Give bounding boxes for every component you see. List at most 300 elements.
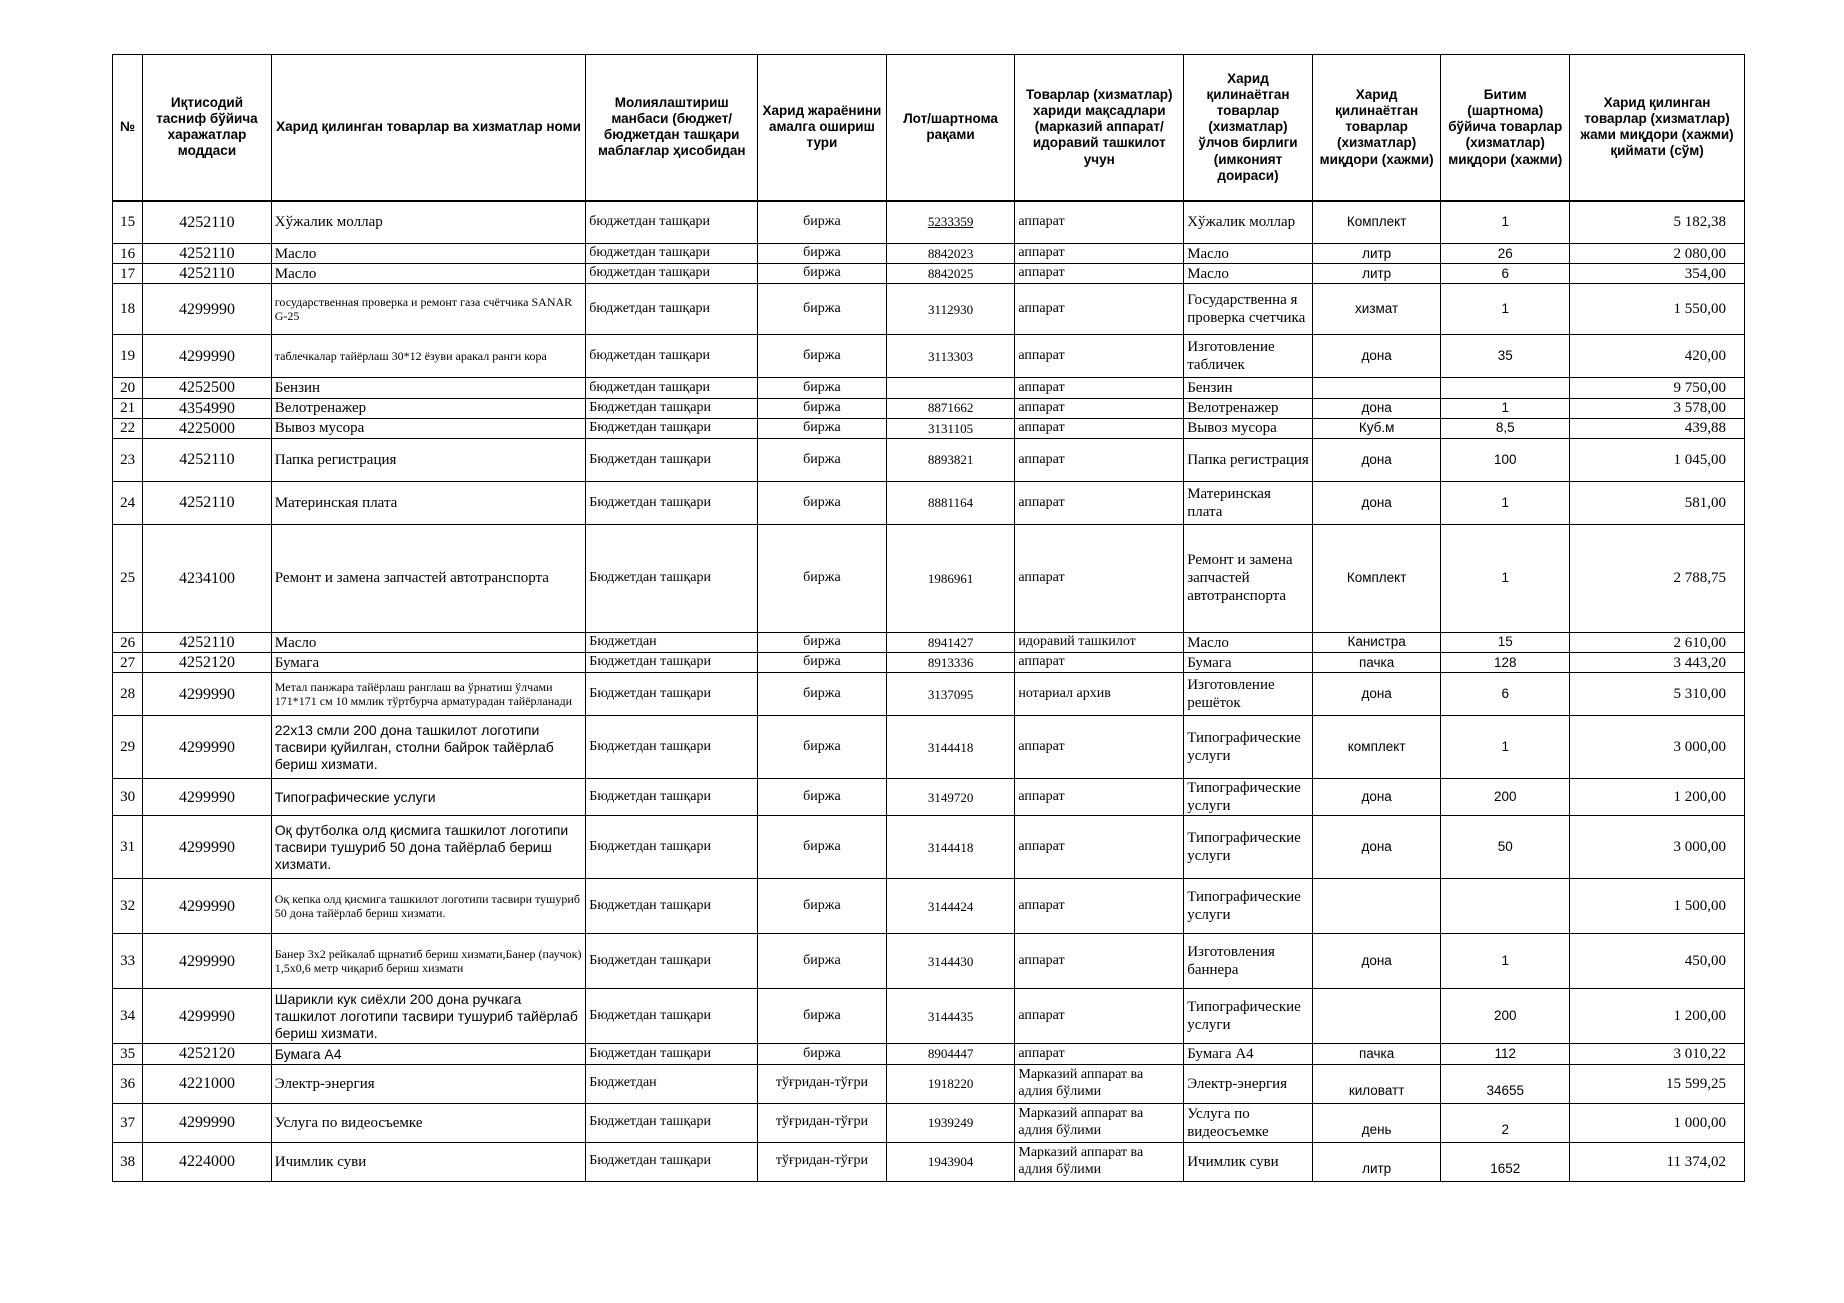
item-name: Бензин xyxy=(271,378,586,398)
purchase-method: биржа xyxy=(758,716,887,779)
measure-description: Масло xyxy=(1184,264,1313,284)
unit-cell: литр xyxy=(1312,244,1441,264)
funding-source: бюджетдан ташқари xyxy=(586,284,758,335)
purchase-purpose: аппарат xyxy=(1015,398,1184,418)
quantity-cell: 6 xyxy=(1441,673,1570,716)
purchase-method: биржа xyxy=(758,816,887,879)
funding-source: Бюджетдан ташқари xyxy=(586,1044,758,1064)
row-number: 34 xyxy=(113,989,143,1044)
row-number: 27 xyxy=(113,653,143,673)
item-name: Папка регистрация xyxy=(271,438,586,481)
measure-description: Ремонт и замена запчастей автотранспорта xyxy=(1184,524,1313,632)
header-good: Харид қилинаётган товарлар (хизматлар) ўлчов бирлиги (имконият доираси) xyxy=(1184,55,1313,201)
measure-description: Бумага xyxy=(1184,653,1313,673)
quantity-cell: 200 xyxy=(1441,989,1570,1044)
item-name: Хўжалик моллар xyxy=(271,201,586,244)
lot-number: 1986961 xyxy=(886,524,1015,632)
lot-number: 8871662 xyxy=(886,398,1015,418)
purchase-method: биржа xyxy=(758,481,887,524)
total-amount: 15 599,25 xyxy=(1570,1064,1745,1103)
purchase-method: биржа xyxy=(758,244,887,264)
header-code: Иқтисодий тасниф бўйича харажатлар моддаси xyxy=(143,55,272,201)
purchase-method: биржа xyxy=(758,201,887,244)
item-name: Бумага А4 xyxy=(271,1044,586,1064)
measure-description: Ичимлик суви xyxy=(1184,1142,1313,1181)
row-number: 15 xyxy=(113,201,143,244)
purchase-method: биржа xyxy=(758,418,887,438)
unit-cell: дона xyxy=(1312,438,1441,481)
purchase-method: тўғридан-тўғри xyxy=(758,1064,887,1103)
funding-source: Бюджетдан ташқари xyxy=(586,481,758,524)
procurement-table xyxy=(112,54,1745,1182)
funding-source: бюджетдан ташқари xyxy=(586,264,758,284)
total-amount: 354,00 xyxy=(1570,264,1745,284)
lot-number: 8941427 xyxy=(886,632,1015,652)
purchase-purpose: аппарат xyxy=(1015,934,1184,989)
unit-cell: комплект xyxy=(1312,716,1441,779)
measure-description: Бумага А4 xyxy=(1184,1044,1313,1064)
unit-cell: литр xyxy=(1312,264,1441,284)
total-amount: 5 310,00 xyxy=(1570,673,1745,716)
quantity-cell xyxy=(1441,378,1570,398)
row-number: 25 xyxy=(113,524,143,632)
table-row xyxy=(113,816,1745,879)
quantity-cell: 26 xyxy=(1441,244,1570,264)
measure-description: Электр-энергия xyxy=(1184,1064,1313,1103)
funding-source: Бюджетдан ташқари xyxy=(586,1103,758,1142)
item-name: Оқ кепка олд қисмига ташкилот логотипи тасвири тушуриб 50 дона тайёрлаб бериш хизмати. xyxy=(271,879,586,934)
header-method: Харид жараёнини амалга ошириш тури xyxy=(758,55,887,201)
row-number: 20 xyxy=(113,378,143,398)
funding-source: Бюджетдан ташқари xyxy=(586,653,758,673)
measure-description: Типографические услуги xyxy=(1184,779,1313,816)
total-amount: 2 610,00 xyxy=(1570,632,1745,652)
item-name: Типографические услуги xyxy=(271,779,586,816)
quantity-cell: 2 xyxy=(1441,1103,1570,1142)
funding-source: Бюджетдан ташқари xyxy=(586,816,758,879)
expense-code: 4252110 xyxy=(143,264,272,284)
purchase-purpose: Марказий аппарат ва адлия бўлими xyxy=(1015,1064,1184,1103)
purchase-purpose: аппарат xyxy=(1015,201,1184,244)
lot-number: 3113303 xyxy=(886,335,1015,378)
unit-cell: дона xyxy=(1312,934,1441,989)
table-row xyxy=(113,481,1745,524)
total-amount: 3 000,00 xyxy=(1570,816,1745,879)
unit-cell: пачка xyxy=(1312,653,1441,673)
measure-description: Вывоз мусора xyxy=(1184,418,1313,438)
purchase-purpose: нотариал архив xyxy=(1015,673,1184,716)
item-name: Бумага xyxy=(271,653,586,673)
item-name: Электр-энергия xyxy=(271,1064,586,1103)
lot-number: 3144418 xyxy=(886,816,1015,879)
row-number: 28 xyxy=(113,673,143,716)
purchase-purpose: аппарат xyxy=(1015,438,1184,481)
quantity-cell xyxy=(1441,879,1570,934)
table-row xyxy=(113,673,1745,716)
purchase-purpose: аппарат xyxy=(1015,244,1184,264)
purchase-method: тўғридан-тўғри xyxy=(758,1142,887,1181)
lot-number: 3144430 xyxy=(886,934,1015,989)
item-name: Оқ футболка олд қисмига ташкилот логотипи тасвири тушуриб 50 дона тайёрлаб бериш хизмати. xyxy=(271,816,586,879)
measure-description: Материнская плата xyxy=(1184,481,1313,524)
quantity-cell: 50 xyxy=(1441,816,1570,879)
expense-code: 4234100 xyxy=(143,524,272,632)
funding-source: Бюджетдан ташқари xyxy=(586,879,758,934)
table-row xyxy=(113,398,1745,418)
funding-source: бюджетдан ташқари xyxy=(586,244,758,264)
item-name: таблечкалар тайёрлаш 30*12 ёзуви аракал ранги кора xyxy=(271,335,586,378)
expense-code: 4252110 xyxy=(143,201,272,244)
quantity-cell: 200 xyxy=(1441,779,1570,816)
purchase-purpose: идоравий ташкилот xyxy=(1015,632,1184,652)
purchase-method: биржа xyxy=(758,335,887,378)
measure-description: Услуга по видеосъемке xyxy=(1184,1103,1313,1142)
row-number: 17 xyxy=(113,264,143,284)
lot-number: 8842025 xyxy=(886,264,1015,284)
item-name: Вывоз мусора xyxy=(271,418,586,438)
lot-number: 1918220 xyxy=(886,1064,1015,1103)
header-qty: Битим (шартнома) бўйича товарлар (хизматлар) миқдори (хажми) xyxy=(1441,55,1570,201)
row-number: 29 xyxy=(113,716,143,779)
unit-cell: киловатт xyxy=(1312,1064,1441,1103)
measure-description: Бензин xyxy=(1184,378,1313,398)
lot-number: 3131105 xyxy=(886,418,1015,438)
funding-source: Бюджетдан ташқари xyxy=(586,716,758,779)
unit-cell: хизмат xyxy=(1312,284,1441,335)
item-name: Велотренажер xyxy=(271,398,586,418)
funding-source: Бюджетдан ташқари xyxy=(586,779,758,816)
row-number: 37 xyxy=(113,1103,143,1142)
lot-number: 3144435 xyxy=(886,989,1015,1044)
expense-code: 4252500 xyxy=(143,378,272,398)
lot-number: 8893821 xyxy=(886,438,1015,481)
lot-number: 3149720 xyxy=(886,779,1015,816)
measure-description: Изготовление табличек xyxy=(1184,335,1313,378)
purchase-method: биржа xyxy=(758,653,887,673)
purchase-method: биржа xyxy=(758,524,887,632)
item-name: Ремонт и замена запчастей автотранспорта xyxy=(271,524,586,632)
purchase-purpose: аппарат xyxy=(1015,1044,1184,1064)
unit-cell: дона xyxy=(1312,481,1441,524)
expense-code: 4299990 xyxy=(143,1103,272,1142)
total-amount: 3 578,00 xyxy=(1570,398,1745,418)
lot-number: 3137095 xyxy=(886,673,1015,716)
measure-description: Папка регистрация xyxy=(1184,438,1313,481)
purchase-method: биржа xyxy=(758,1044,887,1064)
expense-code: 4252110 xyxy=(143,481,272,524)
table-row xyxy=(113,989,1745,1044)
unit-cell: дона xyxy=(1312,398,1441,418)
table-body xyxy=(113,201,1745,1182)
purchase-purpose: аппарат xyxy=(1015,816,1184,879)
expense-code: 4299990 xyxy=(143,879,272,934)
total-amount: 450,00 xyxy=(1570,934,1745,989)
expense-code: 4252120 xyxy=(143,653,272,673)
funding-source: Бюджетдан ташқари xyxy=(586,1142,758,1181)
header-purpose: Товарлар (хизматлар) хариди мақсадлари (марказий аппарат/идоравий ташкилот учун xyxy=(1015,55,1184,201)
unit-cell: день xyxy=(1312,1103,1441,1142)
row-number: 22 xyxy=(113,418,143,438)
lot-number: 1939249 xyxy=(886,1103,1015,1142)
quantity-cell: 1 xyxy=(1441,716,1570,779)
unit-cell: Канистра xyxy=(1312,632,1441,652)
quantity-cell: 128 xyxy=(1441,653,1570,673)
row-number: 23 xyxy=(113,438,143,481)
table-row xyxy=(113,653,1745,673)
table-row xyxy=(113,632,1745,652)
funding-source: бюджетдан ташқари xyxy=(586,201,758,244)
header-lot: Лот/шартнома рақами xyxy=(886,55,1015,201)
total-amount: 2 788,75 xyxy=(1570,524,1745,632)
row-number: 19 xyxy=(113,335,143,378)
measure-description: Изготовления баннера xyxy=(1184,934,1313,989)
purchase-method: биржа xyxy=(758,438,887,481)
row-number: 36 xyxy=(113,1064,143,1103)
unit-cell: дона xyxy=(1312,335,1441,378)
funding-source: Бюджетдан xyxy=(586,1064,758,1103)
lot-number: 1943904 xyxy=(886,1142,1015,1181)
purchase-purpose: аппарат xyxy=(1015,716,1184,779)
table-row xyxy=(113,1103,1745,1142)
item-name: Масло xyxy=(271,632,586,652)
funding-source: Бюджетдан ташқари xyxy=(586,438,758,481)
measure-description: Масло xyxy=(1184,244,1313,264)
lot-number: 3144418 xyxy=(886,716,1015,779)
expense-code: 4252110 xyxy=(143,438,272,481)
table-row xyxy=(113,716,1745,779)
quantity-cell: 1 xyxy=(1441,481,1570,524)
total-amount: 1 045,00 xyxy=(1570,438,1745,481)
table-row xyxy=(113,1044,1745,1064)
total-amount: 420,00 xyxy=(1570,335,1745,378)
quantity-cell: 1 xyxy=(1441,398,1570,418)
purchase-purpose: аппарат xyxy=(1015,335,1184,378)
purchase-purpose: аппарат xyxy=(1015,653,1184,673)
expense-code: 4299990 xyxy=(143,284,272,335)
table-row xyxy=(113,201,1745,244)
lot-number: 3144424 xyxy=(886,879,1015,934)
expense-code: 4299990 xyxy=(143,816,272,879)
row-number: 16 xyxy=(113,244,143,264)
purchase-purpose: аппарат xyxy=(1015,524,1184,632)
table-row xyxy=(113,1142,1745,1181)
table-row xyxy=(113,934,1745,989)
total-amount: 5 182,38 xyxy=(1570,201,1745,244)
table-row xyxy=(113,1064,1745,1103)
table-row xyxy=(113,438,1745,481)
expense-code: 4299990 xyxy=(143,989,272,1044)
unit-cell: Куб.м xyxy=(1312,418,1441,438)
item-name: 22x13 смли 200 дона ташкилот логотипи тасвири қуйилган, столни байрок тайёрлаб бериш хизмати. xyxy=(271,716,586,779)
table-row xyxy=(113,779,1745,816)
expense-code: 4299990 xyxy=(143,779,272,816)
total-amount: 3 000,00 xyxy=(1570,716,1745,779)
expense-code: 4225000 xyxy=(143,418,272,438)
lot-number: 3112930 xyxy=(886,284,1015,335)
table-row xyxy=(113,524,1745,632)
item-name: Материнская плата xyxy=(271,481,586,524)
measure-description: Хўжалик моллар xyxy=(1184,201,1313,244)
header-name: Харид қилинган товарлар ва хизматлар номи xyxy=(271,55,586,201)
total-amount: 3 010,22 xyxy=(1570,1044,1745,1064)
quantity-cell: 34655 xyxy=(1441,1064,1570,1103)
quantity-cell: 1 xyxy=(1441,284,1570,335)
item-name: Масло xyxy=(271,264,586,284)
lot-number: 8881164 xyxy=(886,481,1015,524)
lot-number xyxy=(886,378,1015,398)
expense-code: 4354990 xyxy=(143,398,272,418)
item-name: Ичимлик суви xyxy=(271,1142,586,1181)
purchase-purpose: аппарат xyxy=(1015,378,1184,398)
row-number: 38 xyxy=(113,1142,143,1181)
purchase-purpose: Марказий аппарат ва адлия бўлими xyxy=(1015,1103,1184,1142)
lot-number: 8842023 xyxy=(886,244,1015,264)
quantity-cell: 1652 xyxy=(1441,1142,1570,1181)
row-number: 35 xyxy=(113,1044,143,1064)
expense-code: 4299990 xyxy=(143,934,272,989)
measure-description: Изготовление решёток xyxy=(1184,673,1313,716)
purchase-method: биржа xyxy=(758,879,887,934)
table-row xyxy=(113,335,1745,378)
row-number: 33 xyxy=(113,934,143,989)
purchase-purpose: аппарат xyxy=(1015,989,1184,1044)
item-name: Масло xyxy=(271,244,586,264)
unit-cell: Комплект xyxy=(1312,201,1441,244)
unit-cell xyxy=(1312,879,1441,934)
row-number: 32 xyxy=(113,879,143,934)
purchase-purpose: аппарат xyxy=(1015,879,1184,934)
funding-source: бюджетдан ташқари xyxy=(586,335,758,378)
expense-code: 4252110 xyxy=(143,632,272,652)
total-amount: 439,88 xyxy=(1570,418,1745,438)
quantity-cell: 35 xyxy=(1441,335,1570,378)
purchase-method: биржа xyxy=(758,398,887,418)
total-amount: 1 500,00 xyxy=(1570,879,1745,934)
measure-description: Велотренажер xyxy=(1184,398,1313,418)
row-number: 30 xyxy=(113,779,143,816)
item-name: Метал панжара тайёрлаш ранглаш ва ўрнатиш ўлчами 171*171 см 10 ммлик тўртбурча арматурадан тайёрланади xyxy=(271,673,586,716)
quantity-cell: 1 xyxy=(1441,934,1570,989)
purchase-purpose: аппарат xyxy=(1015,481,1184,524)
funding-source: Бюджетдан ташқари xyxy=(586,524,758,632)
measure-description: Типографические услуги xyxy=(1184,989,1313,1044)
unit-cell xyxy=(1312,989,1441,1044)
total-amount: 1 000,00 xyxy=(1570,1103,1745,1142)
expense-code: 4299990 xyxy=(143,716,272,779)
purchase-method: биржа xyxy=(758,779,887,816)
table-row xyxy=(113,284,1745,335)
quantity-cell: 1 xyxy=(1441,201,1570,244)
header-total: Харид қилинган товарлар (хизматлар) жами миқдори (хажми) қиймати (сўм) xyxy=(1570,55,1745,201)
row-number: 31 xyxy=(113,816,143,879)
unit-cell: Комплект xyxy=(1312,524,1441,632)
measure-description: Типографические услуги xyxy=(1184,879,1313,934)
total-amount: 1 200,00 xyxy=(1570,779,1745,816)
header-unit: Харид қилинаётган товарлар (хизматлар) миқдори (хажми) xyxy=(1312,55,1441,201)
unit-cell: дона xyxy=(1312,673,1441,716)
measure-description: Масло xyxy=(1184,632,1313,652)
lot-number: 8904447 xyxy=(886,1044,1015,1064)
unit-cell: пачка xyxy=(1312,1044,1441,1064)
total-amount: 11 374,02 xyxy=(1570,1142,1745,1181)
row-number: 24 xyxy=(113,481,143,524)
header-fund: Молиялаштириш манбаси (бюджет/бюджетдан ташқари маблағлар ҳисобидан xyxy=(586,55,758,201)
measure-description: Типографические услуги xyxy=(1184,816,1313,879)
purchase-method: биржа xyxy=(758,989,887,1044)
quantity-cell: 1 xyxy=(1441,524,1570,632)
table-row xyxy=(113,264,1745,284)
row-number: 26 xyxy=(113,632,143,652)
table-row xyxy=(113,418,1745,438)
purchase-method: биржа xyxy=(758,934,887,989)
funding-source: Бюджетдан ташқари xyxy=(586,989,758,1044)
quantity-cell: 112 xyxy=(1441,1044,1570,1064)
row-number: 21 xyxy=(113,398,143,418)
purchase-method: биржа xyxy=(758,264,887,284)
header-num: № xyxy=(113,55,143,201)
purchase-method: биржа xyxy=(758,378,887,398)
table-header xyxy=(113,55,1745,201)
unit-cell: дона xyxy=(1312,779,1441,816)
quantity-cell: 100 xyxy=(1441,438,1570,481)
table-row xyxy=(113,244,1745,264)
measure-description: Типографические услуги xyxy=(1184,716,1313,779)
funding-source: Бюджетдан ташқари xyxy=(586,418,758,438)
purchase-method: биржа xyxy=(758,632,887,652)
quantity-cell: 6 xyxy=(1441,264,1570,284)
expense-code: 4224000 xyxy=(143,1142,272,1181)
unit-cell: литр xyxy=(1312,1142,1441,1181)
purchase-purpose: аппарат xyxy=(1015,284,1184,335)
purchase-purpose: аппарат xyxy=(1015,264,1184,284)
table-row xyxy=(113,879,1745,934)
expense-code: 4299990 xyxy=(143,335,272,378)
item-name: государственная проверка и ремонт газа счётчика SANAR G-25 xyxy=(271,284,586,335)
total-amount: 2 080,00 xyxy=(1570,244,1745,264)
purchase-method: тўғридан-тўғри xyxy=(758,1103,887,1142)
table-row xyxy=(113,378,1745,398)
quantity-cell: 8,5 xyxy=(1441,418,1570,438)
expense-code: 4252110 xyxy=(143,244,272,264)
funding-source: Бюджетдан ташқари xyxy=(586,934,758,989)
expense-code: 4299990 xyxy=(143,673,272,716)
total-amount: 3 443,20 xyxy=(1570,653,1745,673)
item-name: Банер 3x2 рейкалаб щрнатиб бериш хизмати,Банер (паучок) 1,5x0,6 метр чиқариб бериш хизмати xyxy=(271,934,586,989)
funding-source: бюджетдан ташқари xyxy=(586,378,758,398)
total-amount: 581,00 xyxy=(1570,481,1745,524)
lot-number: 5233359 xyxy=(886,201,1015,244)
purchase-method: биржа xyxy=(758,284,887,335)
funding-source: Бюджетдан ташқари xyxy=(586,398,758,418)
row-number: 18 xyxy=(113,284,143,335)
purchase-method: биржа xyxy=(758,673,887,716)
purchase-purpose: аппарат xyxy=(1015,779,1184,816)
lot-number: 8913336 xyxy=(886,653,1015,673)
measure-description: Государственна я проверка счетчика xyxy=(1184,284,1313,335)
unit-cell: дона xyxy=(1312,816,1441,879)
funding-source: Бюджетдан xyxy=(586,632,758,652)
total-amount: 9 750,00 xyxy=(1570,378,1745,398)
funding-source: Бюджетдан ташқари xyxy=(586,673,758,716)
purchase-purpose: аппарат xyxy=(1015,418,1184,438)
header-row xyxy=(113,55,1745,201)
total-amount: 1 200,00 xyxy=(1570,989,1745,1044)
quantity-cell: 15 xyxy=(1441,632,1570,652)
item-name: Шарикли кук сиёхли 200 дона ручкага ташкилот логотипи тасвири тушуриб тайёрлаб бериш хизмати. xyxy=(271,989,586,1044)
unit-cell xyxy=(1312,378,1441,398)
item-name: Услуга по видеосъемке xyxy=(271,1103,586,1142)
total-amount: 1 550,00 xyxy=(1570,284,1745,335)
